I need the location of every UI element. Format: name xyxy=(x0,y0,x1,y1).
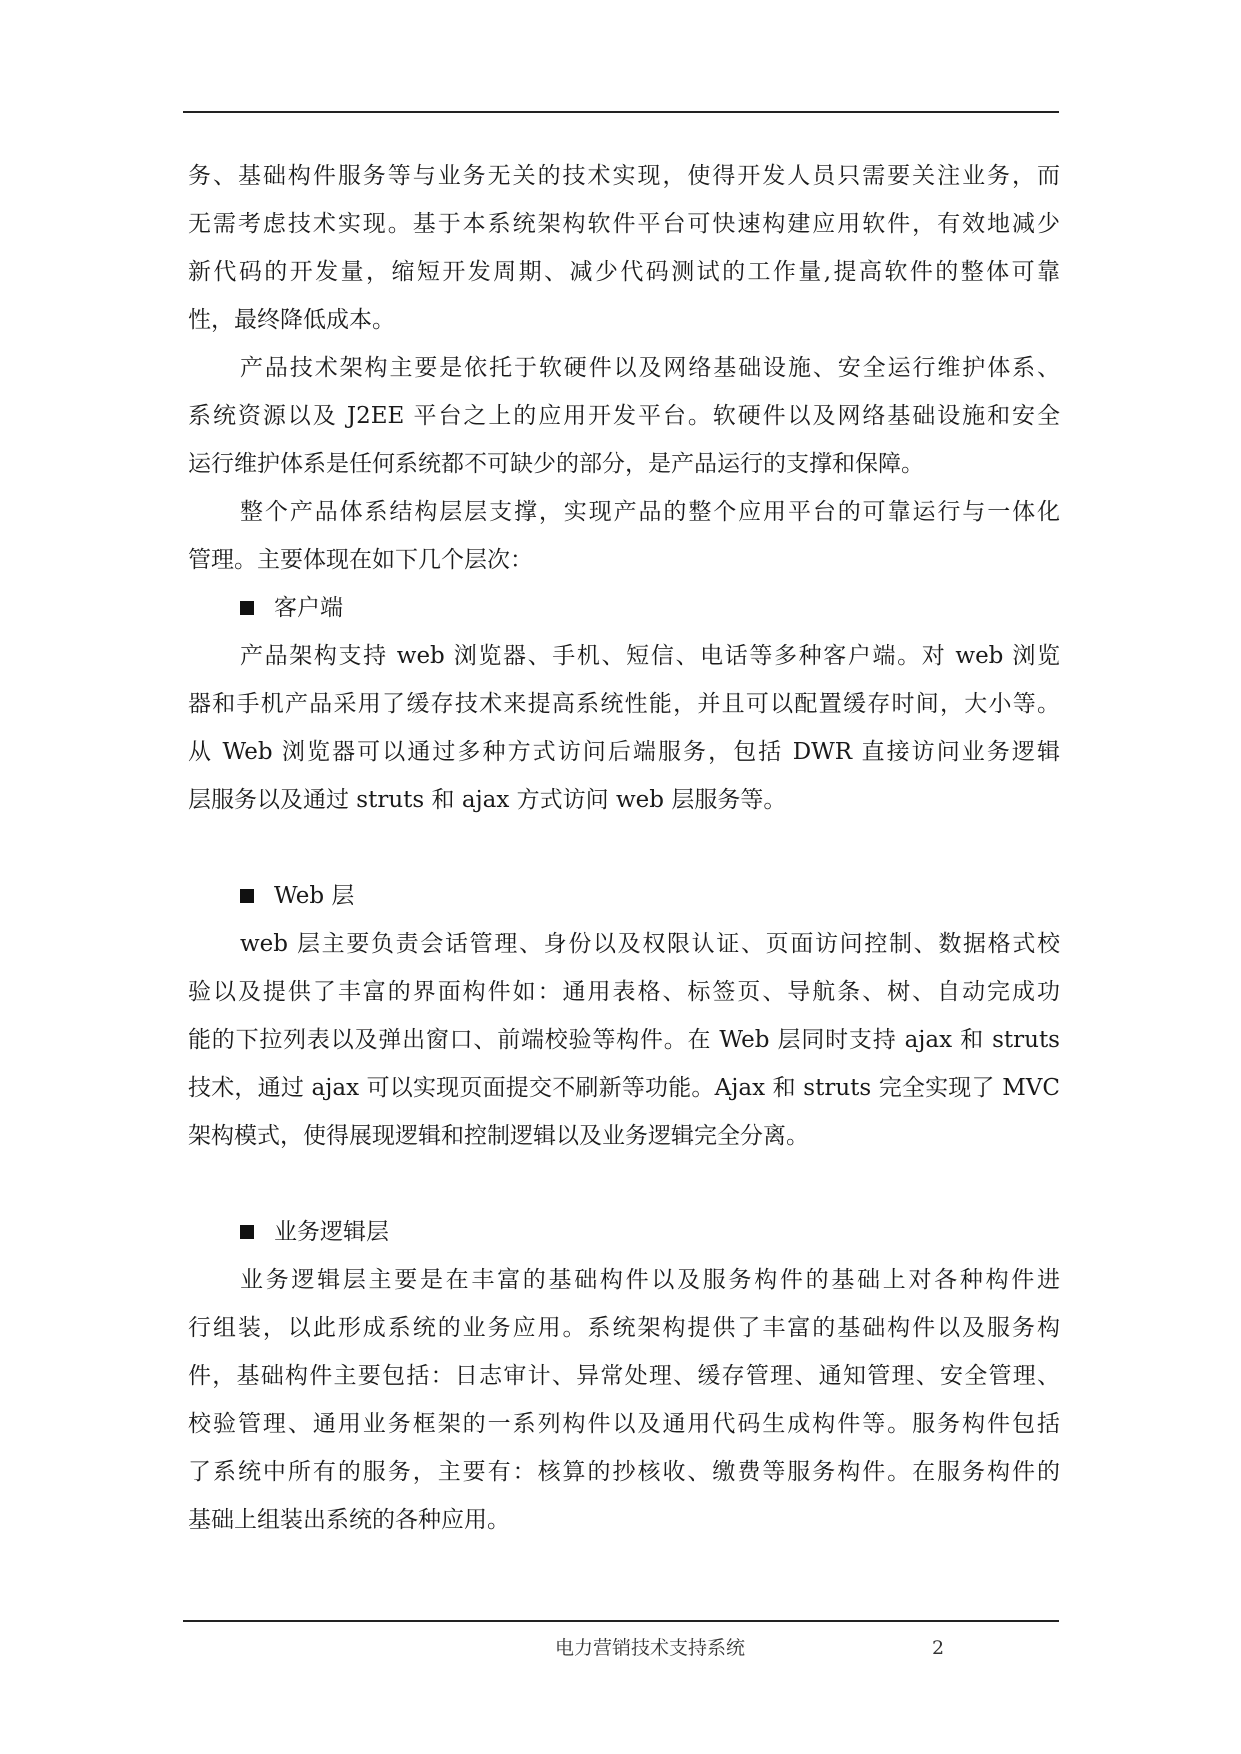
text-line: 基础上组装出系统的各种应用。 xyxy=(188,1507,510,1533)
header-rule xyxy=(183,111,1059,113)
text-line: 架构模式，使得展现逻辑和控制逻辑以及业务逻辑完全分离。 xyxy=(188,1123,809,1149)
section-heading-text: 业务逻辑层 xyxy=(274,1219,389,1245)
text-line: 行组装，以此形成系统的业务应用。系统架构提供了丰富的基础构件以及服务构 xyxy=(188,1315,1060,1341)
text-line: 产品技术架构主要是依托于软硬件以及网络基础设施、安全运行维护体系、 xyxy=(240,355,1060,381)
page-number: 2 xyxy=(932,1637,945,1659)
section-heading-text: 客户端 xyxy=(274,595,343,621)
section-spacer xyxy=(188,1160,1060,1208)
section-heading-business xyxy=(188,1208,1060,1256)
text-line: 器和手机产品采用了缓存技术来提高系统性能，并且可以配置缓存时间，大小等。 xyxy=(188,691,1060,717)
footer-title: 电力营销技术支持系统 xyxy=(555,1637,746,1659)
document-body xyxy=(188,152,1060,1544)
paragraph xyxy=(188,488,1060,584)
text-line: 了系统中所有的服务，主要有：核算的抄核收、缴费等服务构件。在服务构件的 xyxy=(188,1459,1060,1485)
text-line: 整个产品体系结构层层支撑，实现产品的整个应用平台的可靠运行与一体化 xyxy=(240,499,1060,525)
paragraph xyxy=(188,152,1060,344)
square-bullet-icon xyxy=(240,889,254,903)
text-line: 业务逻辑层主要是在丰富的基础构件以及服务构件的基础上对各种构件进 xyxy=(240,1267,1060,1293)
text-line: 系统资源以及 J2EE 平台之上的应用开发平台。软硬件以及网络基础设施和安全 xyxy=(188,403,1060,429)
footer-rule xyxy=(183,1620,1059,1622)
text-line: 性，最终降低成本。 xyxy=(188,307,395,333)
text-line: 层服务以及通过 struts 和 ajax 方式访问 web 层服务等。 xyxy=(188,787,787,813)
paragraph xyxy=(188,344,1060,488)
text-line: 管理。主要体现在如下几个层次： xyxy=(188,547,533,573)
text-line: 产品架构支持 web 浏览器、手机、短信、电话等多种客户端。对 web 浏览 xyxy=(240,643,1060,669)
text-line: 新代码的开发量，缩短开发周期、减少代码测试的工作量,提高软件的整体可靠 xyxy=(188,259,1060,285)
text-line: 从 Web 浏览器可以通过多种方式访问后端服务，包括 DWR 直接访问业务逻辑 xyxy=(188,739,1060,765)
text-line: 能的下拉列表以及弹出窗口、前端校验等构件。在 Web 层同时支持 ajax 和 struts xyxy=(188,1027,1060,1053)
square-bullet-icon xyxy=(240,601,254,615)
section-heading-web xyxy=(188,872,1060,920)
paragraph xyxy=(188,1256,1060,1544)
square-bullet-icon xyxy=(240,1225,254,1239)
text-line: 务、基础构件服务等与业务无关的技术实现，使得开发人员只需要关注业务，而 xyxy=(188,163,1060,189)
paragraph xyxy=(188,632,1060,824)
text-line: 技术，通过 ajax 可以实现页面提交不刷新等功能。Ajax 和 struts 完全实现了 MVC xyxy=(188,1075,1060,1101)
section-spacer xyxy=(188,824,1060,872)
text-line: 验以及提供了丰富的界面构件如：通用表格、标签页、导航条、树、自动完成功 xyxy=(188,979,1060,1005)
section-heading-text: Web 层 xyxy=(274,883,355,909)
text-line: web 层主要负责会话管理、身份以及权限认证、页面访问控制、数据格式校 xyxy=(240,931,1060,957)
paragraph xyxy=(188,920,1060,1160)
section-heading-client xyxy=(188,584,1060,632)
text-line: 运行维护体系是任何系统都不可缺少的部分，是产品运行的支撑和保障。 xyxy=(188,451,924,477)
text-line: 件，基础构件主要包括：日志审计、异常处理、缓存管理、通知管理、安全管理、 xyxy=(188,1363,1060,1389)
text-line: 无需考虑技术实现。基于本系统架构软件平台可快速构建应用软件，有效地减少 xyxy=(188,211,1060,237)
text-line: 校验管理、通用业务框架的一系列构件以及通用代码生成构件等。服务构件包括 xyxy=(188,1411,1060,1437)
